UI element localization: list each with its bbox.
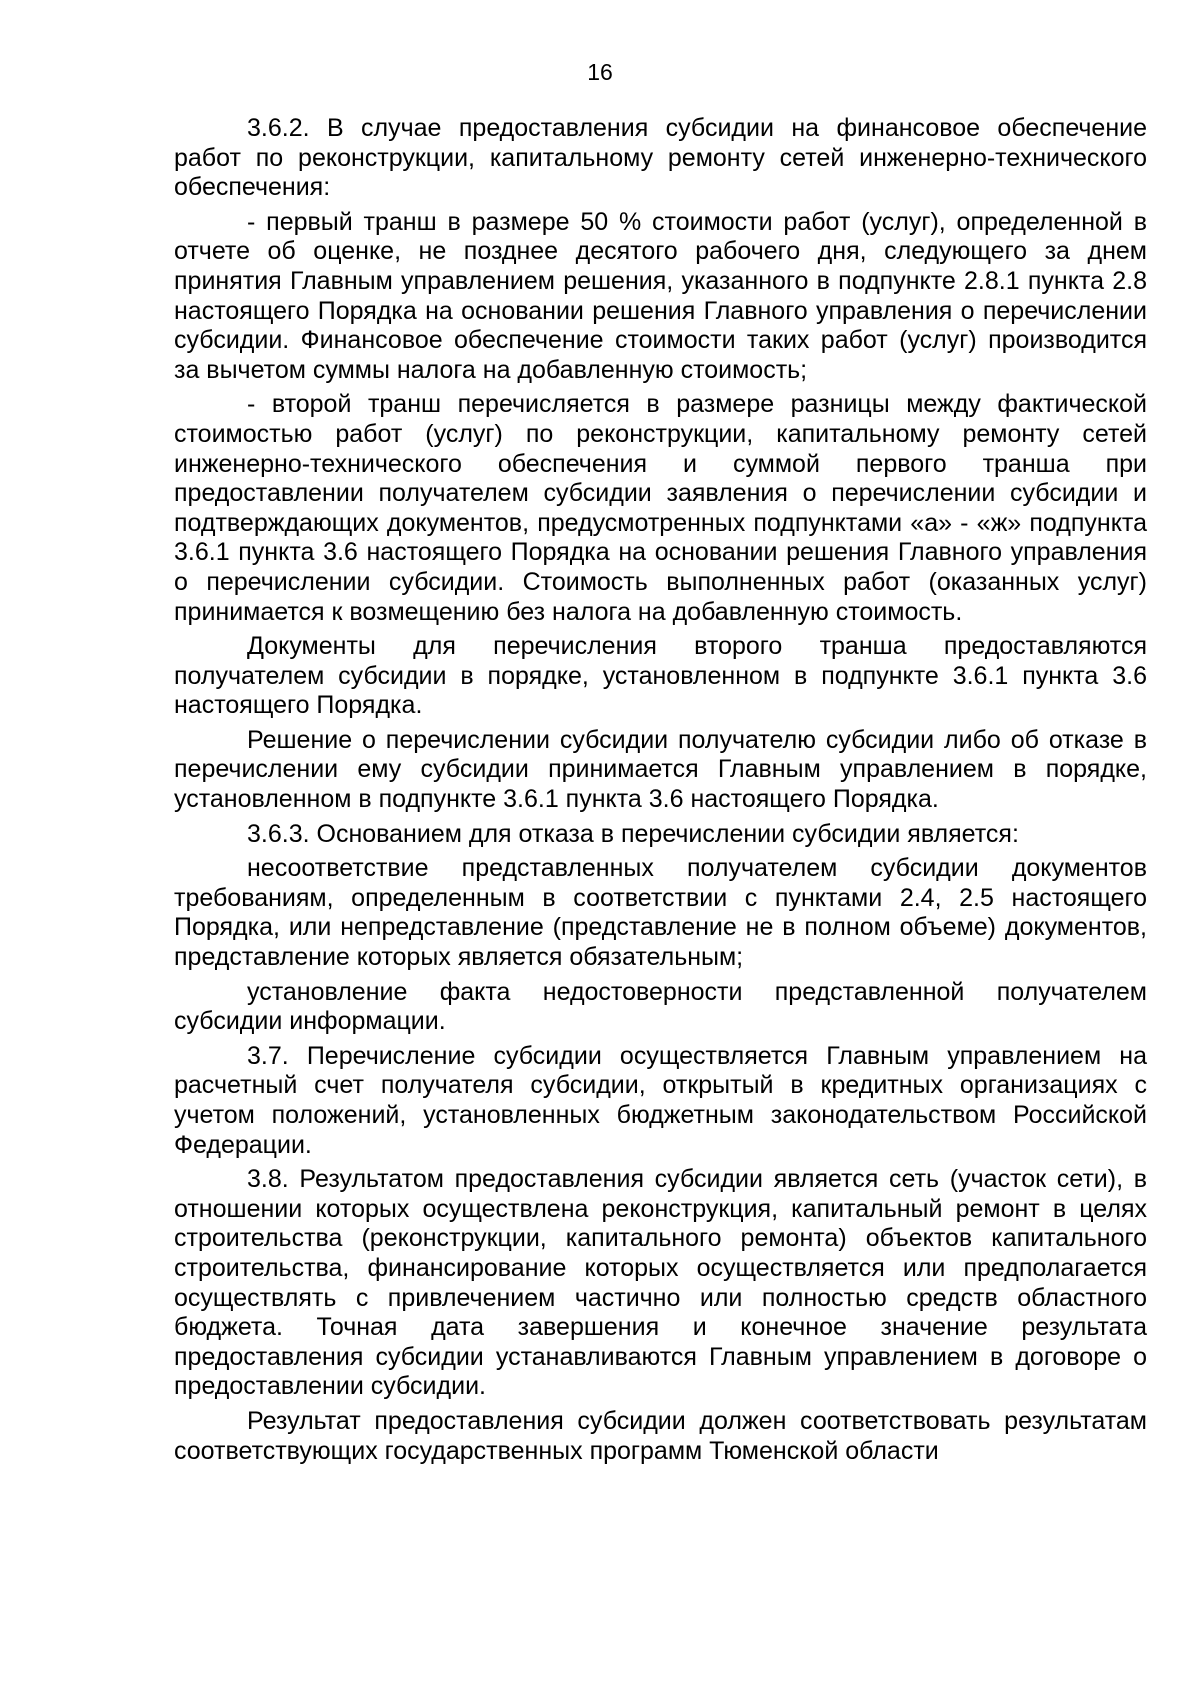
paragraph-3-6-2-intro: 3.6.2. В случае предоставления субсидии на финансовое обеспечение работ по реконструкции, капитальному ремонту сетей инженерно-технического обеспечения: — [174, 114, 1147, 202]
paragraph-3-8-result: 3.8. Результатом предоставления субсидии является сеть (участок сети), в отношении которых осуществлена реконструкция, капитальный ремонт в целях строительства (реконструкции, капитального ремонта) объектов капитального строительства, финансирование которых осуществляется или предполагается осуществлять с привлечением частично или полностью средств областного бюджета. Точная дата завершения и конечное значение результата предоставления субсидии устанавливаются Главным управлением в договоре о предоставлении субсидии. — [174, 1165, 1147, 1401]
paragraph-3-7-transfer: 3.7. Перечисление субсидии осуществляется Главным управлением на расчетный счет получателя субсидии, открытый в кредитных организациях с учетом положений, установленных бюджетным законодательством Российской Федерации. — [174, 1041, 1147, 1159]
paragraph-first-tranche: - первый транш в размере 50 % стоимости работ (услуг), определенной в отчете об оценке, не позднее десятого рабочего дня, следующего за днем принятия Главным управлением решения, указанного в подпункте 2.8.1 пункта 2.8 настоящего Порядка на основании решения Главного управления о перечислении субсидии. Финансовое обеспечение стоимости таких работ (услуг) производится за вычетом суммы налога на добавленную стоимость; — [174, 207, 1147, 384]
paragraph-transfer-decision: Решение о перечислении субсидии получателю субсидии либо об отказе в перечислении ему субсидии принимается Главным управлением в порядке, установленном в подпункте 3.6.1 пункта 3.6 настоящего Порядка. — [174, 725, 1147, 814]
paragraph-refusal-false-info: установление факта недостоверности представленной получателем субсидии информации. — [174, 977, 1147, 1036]
paragraph-3-6-3-refusal-grounds: 3.6.3. Основанием для отказа в перечислении субсидии является: — [247, 819, 1019, 848]
paragraph-second-tranche: - второй транш перечисляется в размере разницы между фактической стоимостью работ (услуг) по реконструкции, капитальному ремонту сетей инженерно-технического обеспечения и суммой первого транша при предоставлении получателем субсидии заявления о перечислении субсидии и подтверждающих документов, предусмотренных подпунктами «а» - «ж» подпункта 3.6.1 пункта 3.6 настоящего Порядка на основании решения Главного управления о перечислении субсидии. Стоимость выполненных работ (оказанных услуг) принимается к возмещению без налога на добавленную стоимость. — [174, 390, 1147, 626]
document-body — [174, 114, 1147, 1471]
paragraph-result-compliance: Результат предоставления субсидии должен соответствовать результатам соответствующих государственных программ Тюменской области — [174, 1406, 1147, 1465]
page-number: 16 — [587, 59, 613, 85]
paragraph-refusal-noncompliance: несоответствие представленных получателем субсидии документов требованиям, определенным в соответствии с пунктами 2.4, 2.5 настоящего Порядка, или непредставление (представление не в полном объеме) документов, представление которых является обязательным; — [174, 854, 1147, 972]
paragraph-second-tranche-documents: Документы для перечисления второго транша предоставляются получателем субсидии в порядке, установленном в подпункте 3.6.1 пункта 3.6 настоящего Порядка. — [174, 632, 1147, 720]
